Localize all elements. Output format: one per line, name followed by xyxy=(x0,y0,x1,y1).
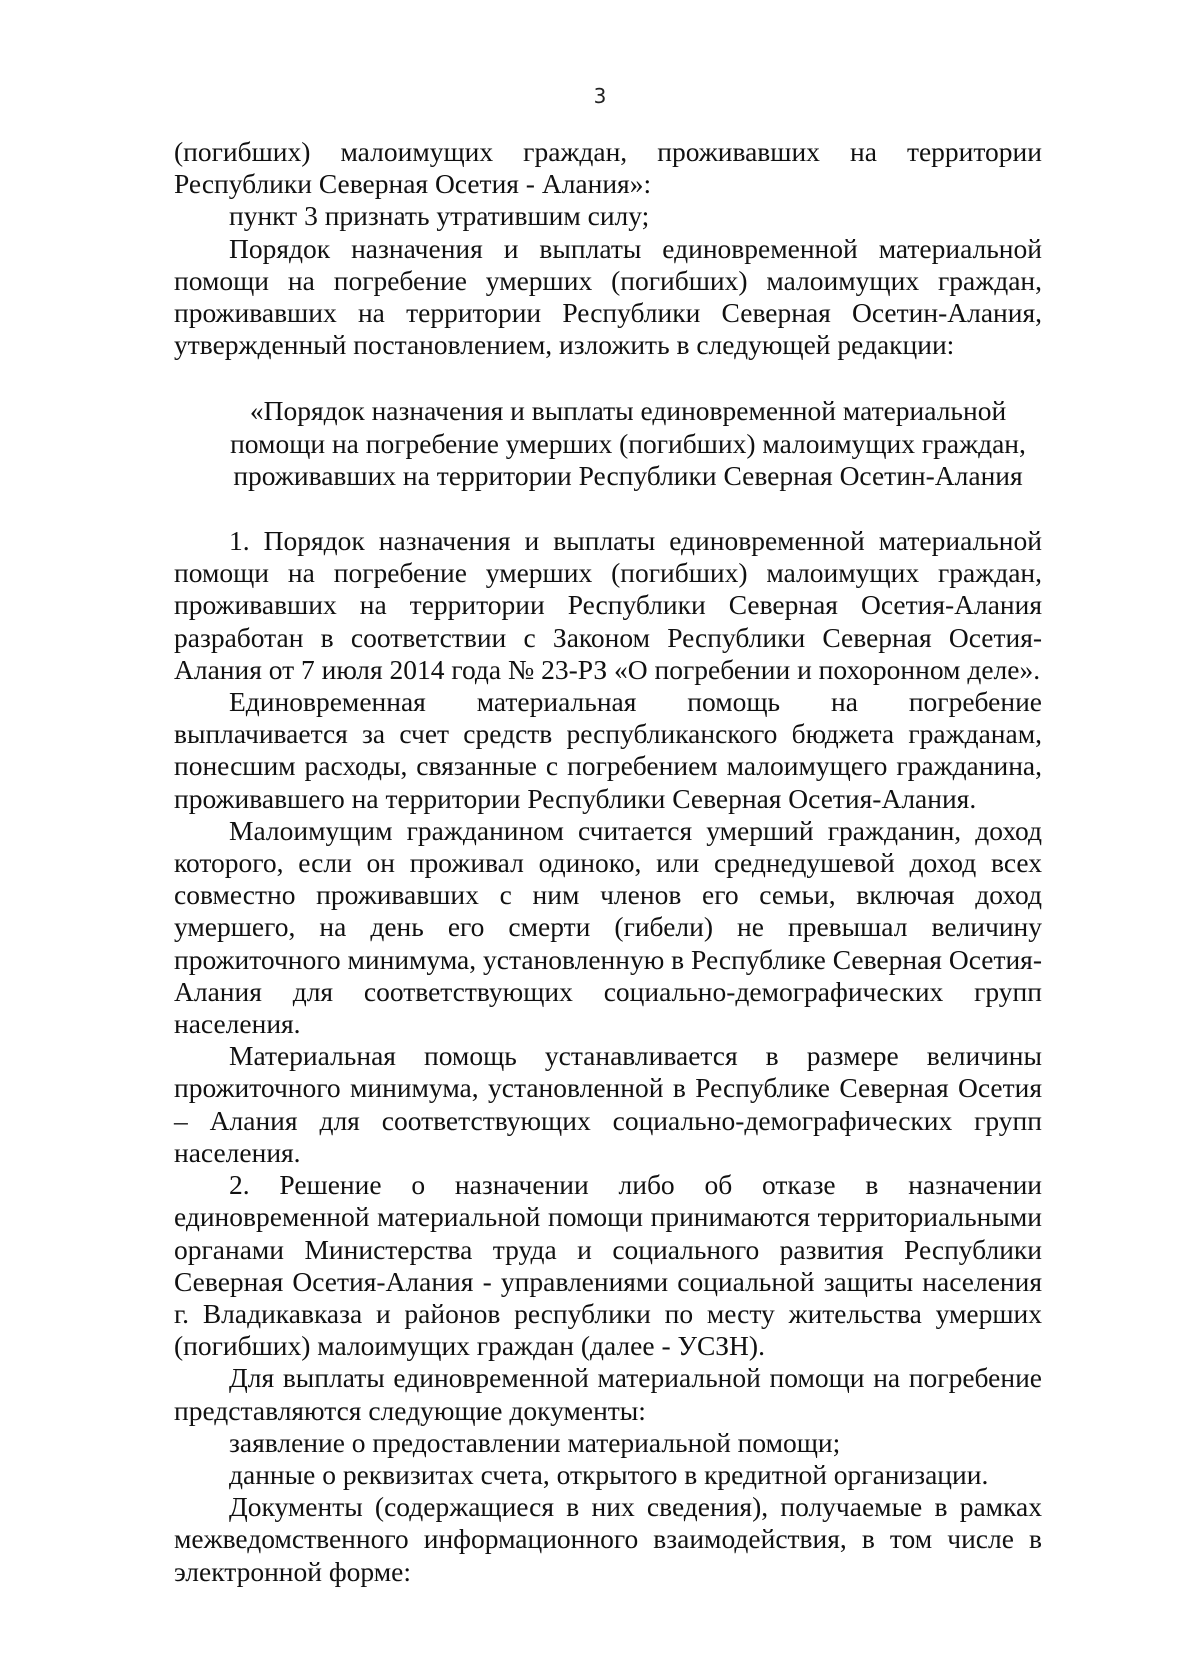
paragraph-1: 1. Порядок назначения и выплаты единовременной материальной помощи на погребение умерших (погибших) малоимущих граждан, проживавших на территории Республики Северная Осетия-Алания разработан в соответствии с Законом Республики Северная Осетия-Алания от 7 июля 2014 года № 23-РЗ «О погребении и похоронном деле». xyxy=(174,525,1042,685)
paragraph-2: Единовременная материальная помощь на погребение выплачивается за счет средств республиканского бюджета гражданам, понесшим расходы, связанные с погребением малоимущего гражданина, проживавшего на территории Республики Северная Осетия-Алания. xyxy=(174,686,1042,814)
paragraph-4: Материальная помощь устанавливается в размере величины прожиточного минимума, установленной в Республике Северная Осетия – Алания для соответствующих социально-демографических групп населения. xyxy=(174,1040,1042,1168)
paragraph-3: Малоимущим гражданином считается умерший гражданин, доход которого, если он проживал одиноко, или среднедушевой доход всех совместно проживавших с ним членов его семьи, включая доход умершего, на день его смерти (гибели) не превышал величину прожиточного минимума, установленную в Республике Северная Осетия-Алания для соответствующих социально-демографических групп населения. xyxy=(174,814,1042,1040)
paragraph-6: Для выплаты единовременной материальной помощи на погребение представляются следующие документы: xyxy=(174,1362,1042,1426)
paragraph-intro-1: (погибших) малоимущих граждан, проживавших на территории Республики Северная Осетия - Алания»: xyxy=(174,136,1042,200)
paragraph-9: Документы (содержащиеся в них сведения), получаемые в рамках межведомственного информационного взаимодействия, в том числе в электронной форме: xyxy=(174,1491,1042,1587)
paragraph-5: 2. Решение о назначении либо об отказе в назначении единовременной материальной помощи принимаются территориальными органами Министерства труда и социального развития Республики Северная Осетия-Алания - управлениями социальной защиты населения г. Владикавказа и районов республики по месту жительства умерших (погибших) малоимущих граждан (далее - УСЗН). xyxy=(174,1169,1042,1362)
paragraph-intro-3: Порядок назначения и выплаты единовременной материальной помощи на погребение умерших (погибших) малоимущих граждан, проживавших на территории Республики Северная Осетин-Алания, утвержденный постановлением, изложить в следующей редакции: xyxy=(174,232,1042,361)
section-title-line-2: помощи на погребение умерших (погибших) малоимущих граждан, xyxy=(230,427,1026,459)
paragraph-8: данные о реквизитах счета, открытого в кредитной организации. xyxy=(229,1458,989,1490)
paragraph-7: заявление о предоставлении материальной помощи; xyxy=(229,1426,841,1458)
section-title-line-3: проживавших на территории Республики Северная Осетин-Алания xyxy=(233,459,1023,491)
section-title-line-1: «Порядок назначения и выплаты единовременной материальной xyxy=(249,395,1007,427)
document-body xyxy=(174,136,1042,1588)
paragraph-intro-2: пункт 3 признать утратившим силу; xyxy=(229,200,650,232)
section-title xyxy=(174,395,1042,492)
page-number: 3 xyxy=(593,84,607,108)
